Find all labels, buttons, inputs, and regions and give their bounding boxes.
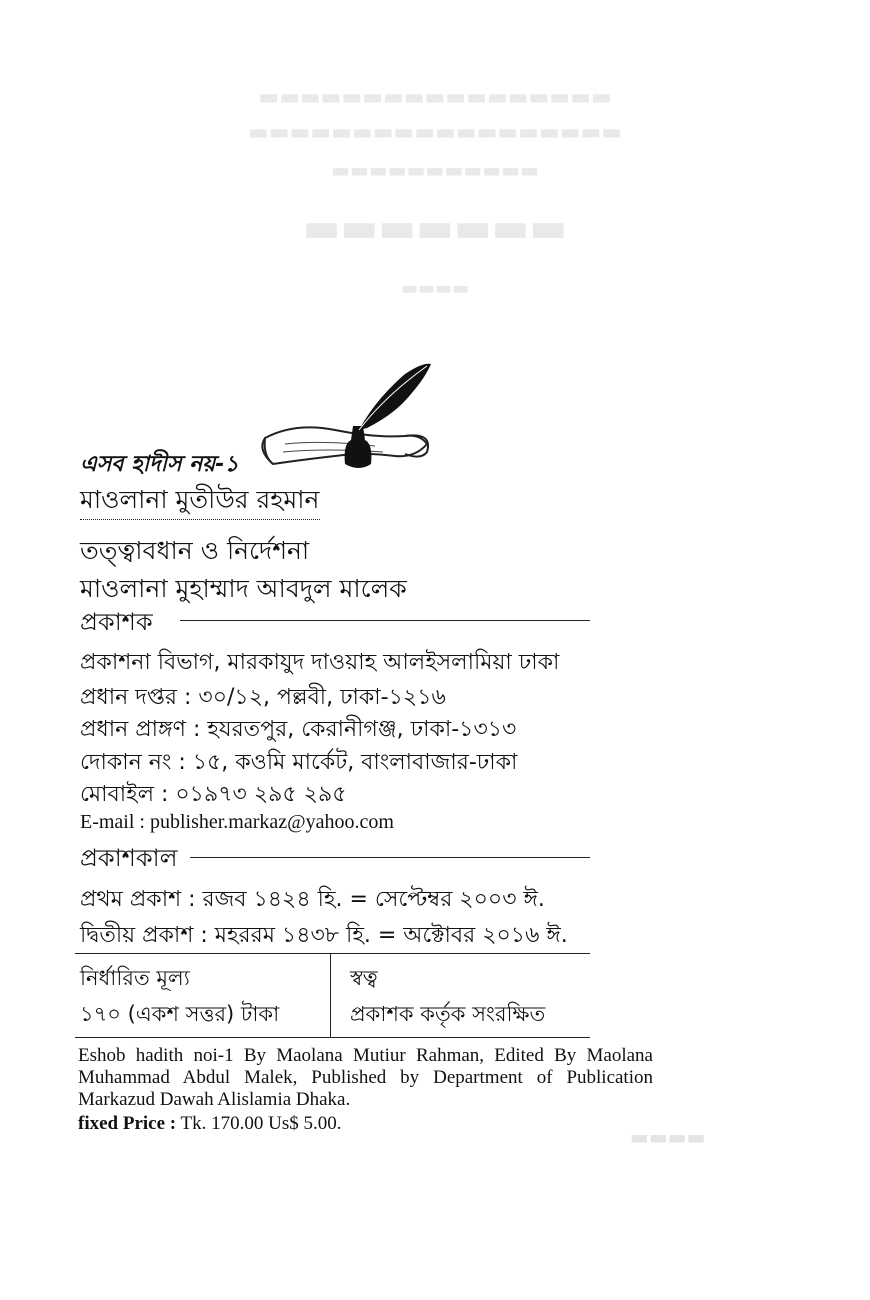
publisher-line: প্রধান প্রাঙ্গণ : হযরতপুর, কেরানীগঞ্জ, ঢাকা-১৩১৩ — [80, 717, 517, 742]
english-credit: Eshob hadith noi-1 By Maolana Mutiur Rahman, Edited By Maolana Muhammad Abdul Malek, Published by Department of Publication Markazud Dawah Alislamia Dhaka. — [78, 1045, 653, 1110]
publisher-line: প্রকাশনা বিভাগ, মারকাযুদ দাওয়াহ আলইসলামিয়া ঢাকা — [80, 650, 560, 675]
second-edition: দ্বিতীয় প্রকাশ : মহররম ১৪৩৮ হি. = অক্টোবর ২০১৬ ঈ. — [80, 923, 568, 948]
publisher-line: দোকান নং : ১৫, কওমি মার্কেট, বাংলাবাজার-ঢাকা — [80, 750, 518, 775]
publisher-line: প্রধান দপ্তর : ৩০/১২, পল্লবী, ঢাকা-১২১৬ — [80, 685, 446, 710]
dotted-divider — [80, 519, 320, 520]
bleed-through-text: ▬▬▬▬▬▬▬▬▬▬▬▬▬▬▬▬▬ — [258, 85, 612, 110]
english-price-value: Tk. 170.00 Us$ 5.00. — [176, 1113, 342, 1134]
bleed-through-text: ▬▬▬▬ — [400, 278, 470, 299]
box-divider — [330, 954, 331, 1037]
quill-and-scroll-icon — [255, 360, 435, 490]
bleed-through-text: ▬▬▬▬ — [630, 1125, 706, 1149]
publisher-label: প্রকাশক — [80, 608, 153, 636]
price-label: নির্ধারিত মূল্য — [80, 966, 190, 990]
section-rule — [180, 620, 590, 621]
publication-date-label: প্রকাশকাল — [80, 844, 178, 872]
rights-value: প্রকাশক কর্তৃক সংরক্ষিত — [350, 1002, 546, 1026]
bleed-through-text: ▬▬▬▬▬▬▬▬▬▬▬ — [331, 158, 539, 182]
supervisor-name: মাওলানা মুহাম্মাদ আবদুল মালেক — [80, 574, 407, 603]
section-rule — [190, 857, 590, 858]
author-name: মাওলানা মুতীউর রহমান — [80, 485, 320, 514]
price-value: ১৭০ (একশ সত্তর) টাকা — [80, 1002, 280, 1026]
supervision-label: তত্ত্বাবধান ও নির্দেশনা — [80, 536, 310, 565]
series-title: এসব হাদীস নয়-১ — [80, 452, 239, 477]
english-price-label: fixed Price : — [78, 1113, 177, 1134]
price-rights-box — [75, 953, 590, 1038]
first-edition: প্রথম প্রকাশ : রজব ১৪২৪ হি. = সেপ্টেম্বর ২০০৩ ঈ. — [80, 887, 545, 912]
bleed-through-text: ▬▬▬▬▬▬▬▬▬▬▬▬▬▬▬▬▬▬ — [247, 120, 623, 145]
publisher-email: E-mail : publisher.markaz@yahoo.com — [80, 811, 394, 833]
publisher-line: মোবাইল : ০১৯৭৩ ২৯৫ ২৯৫ — [80, 782, 347, 807]
bleed-through-text: ▬▬▬▬▬▬▬ — [302, 205, 568, 251]
rights-label: স্বত্ব — [350, 966, 378, 990]
english-price — [78, 1113, 342, 1135]
